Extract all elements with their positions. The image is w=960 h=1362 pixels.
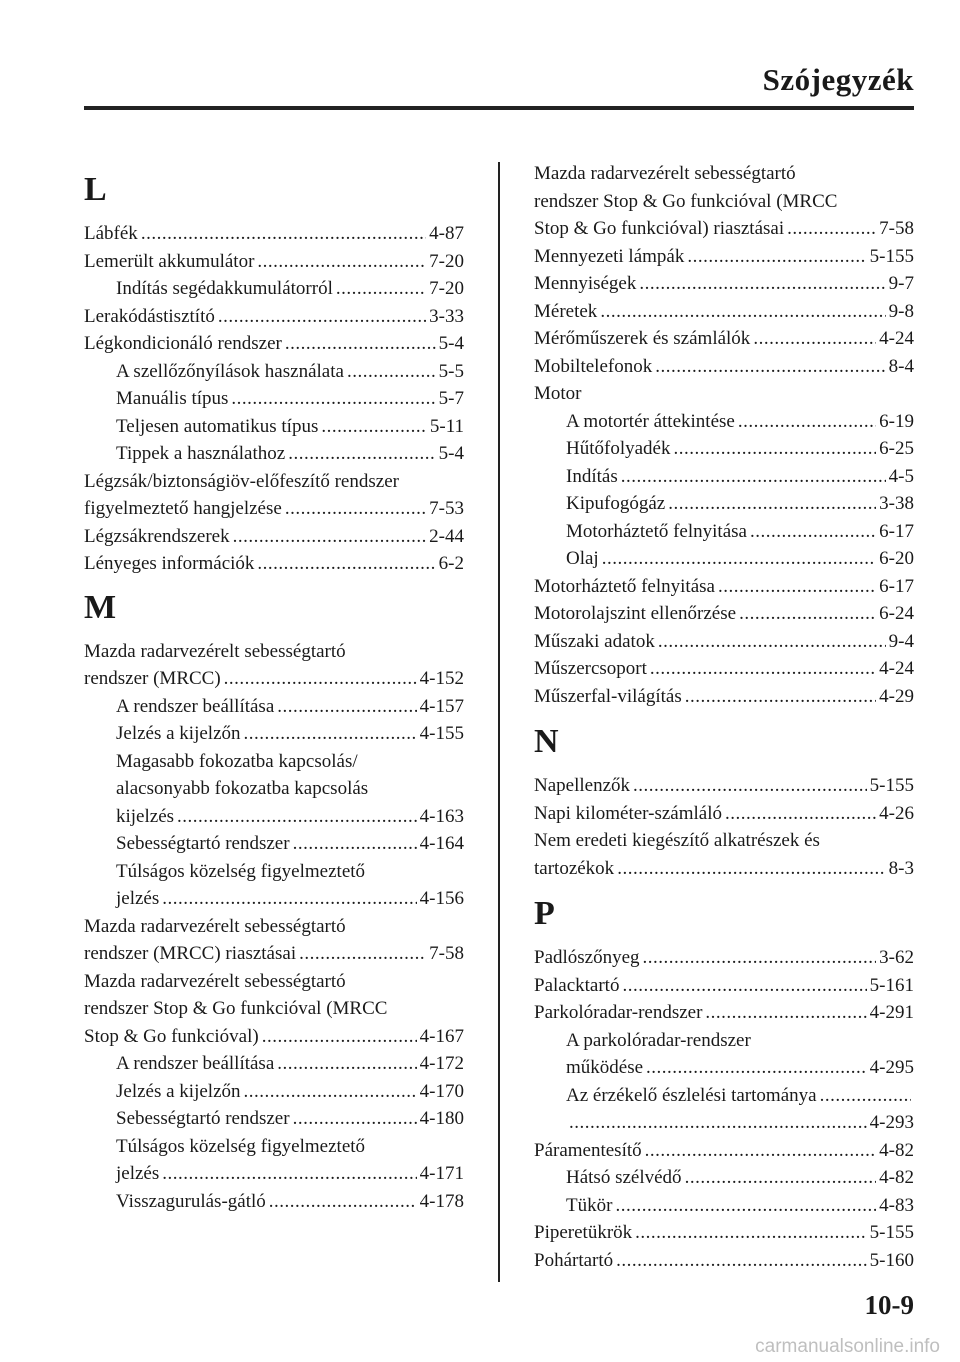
- entry-page: 4-170: [419, 1080, 464, 1102]
- entry-page: 5-11: [429, 415, 464, 437]
- dot-leader: [244, 720, 417, 748]
- entry-term: kijelzés: [116, 805, 175, 827]
- index-entry: [84, 1023, 464, 1051]
- dot-leader: [244, 1078, 417, 1106]
- entry-page: 8-3: [888, 857, 914, 879]
- index-entry: [534, 628, 914, 656]
- entry-page: 6-2: [438, 553, 464, 574]
- dot-leader: [141, 220, 426, 248]
- dot-leader: [787, 215, 876, 243]
- dot-leader: [336, 275, 426, 303]
- dot-leader: [321, 413, 427, 441]
- index-subentry: [84, 858, 464, 886]
- entry-term: Műszercsoport: [534, 658, 647, 679]
- dot-leader: [750, 518, 876, 546]
- index-subentry: [534, 463, 914, 491]
- entry-term: Lemerült akkumulátor: [84, 250, 255, 272]
- watermark: carmanualsonline.info: [755, 1336, 940, 1357]
- entry-term: Mazda radarvezérelt sebességtartó: [84, 915, 346, 937]
- entry-page: 4-291: [869, 1002, 914, 1023]
- dot-leader: [645, 1137, 877, 1165]
- entry-term: Sebességtartó rendszer: [116, 833, 290, 854]
- index-entry: [534, 944, 914, 972]
- entry-term: rendszer (MRCC) riasztásai: [84, 943, 297, 964]
- entry-page: 5-5: [438, 360, 464, 382]
- entry-page: 4-171: [419, 1163, 464, 1184]
- index-subentry: [84, 385, 464, 413]
- entry-page: 6-20: [879, 548, 914, 569]
- dot-leader: [293, 830, 417, 858]
- entry-page: 7-20: [429, 250, 464, 272]
- index-subentry: [84, 1050, 464, 1078]
- index-entry: [534, 683, 914, 711]
- entry-term: Parkolóradar-rendszer: [534, 1002, 703, 1023]
- dot-leader: [685, 1164, 877, 1192]
- entry-page: 5-155: [869, 245, 914, 267]
- dot-leader: [725, 800, 876, 828]
- entry-term: Manuális típus: [116, 388, 229, 409]
- dot-leader: [285, 495, 426, 523]
- index-subentry: [534, 518, 914, 546]
- entry-page: 4-152: [419, 668, 464, 689]
- entry-page: 4-82: [879, 1139, 914, 1161]
- dot-leader: [177, 803, 417, 831]
- entry-page: 4-29: [879, 685, 914, 707]
- entry-page: 4-167: [419, 1025, 464, 1047]
- entry-page: 3-38: [879, 493, 914, 514]
- section-letter: N: [534, 723, 559, 760]
- entry-page: 7-58: [879, 218, 914, 239]
- entry-term: Pohártartó: [534, 1249, 614, 1271]
- entry-term: A rendszer beállítása: [116, 695, 275, 717]
- dot-leader: [633, 772, 867, 800]
- index-entry: [534, 1137, 914, 1165]
- dot-leader: [705, 999, 866, 1027]
- entry-term: Mazda radarvezérelt sebességtartó: [84, 640, 346, 662]
- entry-term: Napellenzők: [534, 775, 631, 796]
- entry-page: 4-178: [419, 1190, 464, 1212]
- entry-term: Méretek: [534, 300, 598, 322]
- index-entry: [534, 298, 914, 326]
- entry-term: Mennyiségek: [534, 273, 637, 294]
- entry-term: Mazda radarvezérelt sebességtartó: [534, 163, 796, 184]
- index-entry: [534, 827, 914, 855]
- entry-term: Sebességtartó rendszer: [116, 1108, 290, 1129]
- entry-term: Műszaki adatok: [534, 630, 655, 652]
- entry-page: 4-156: [419, 888, 464, 909]
- index-entry: [534, 655, 914, 683]
- index-subentry: [84, 1078, 464, 1106]
- index-entry: [534, 188, 914, 216]
- index-entry: [84, 940, 464, 968]
- index-entry: [84, 220, 464, 248]
- entry-term: Mobiltelefonok: [534, 355, 653, 377]
- entry-term: jelzés: [116, 1163, 160, 1184]
- entry-page: 6-19: [879, 410, 914, 432]
- index-subentry: [84, 275, 464, 303]
- entry-page: 5-4: [438, 443, 464, 464]
- entry-term: Magasabb fokozatba kapcsolás/: [116, 750, 358, 772]
- entry-page: 7-53: [429, 498, 464, 519]
- dot-leader: [646, 1054, 867, 1082]
- entry-term: Hátsó szélvédő: [566, 1167, 682, 1188]
- entry-term: Indítás segédakkumulátorról: [116, 278, 333, 299]
- entry-term: Motorolajszint ellenőrzése: [534, 603, 737, 624]
- entry-term: működése: [566, 1057, 644, 1078]
- dot-leader: [224, 665, 417, 693]
- dot-leader: [299, 940, 426, 968]
- index-subentry: [534, 1082, 914, 1110]
- dot-leader: [277, 1050, 416, 1078]
- entry-term: A szellőzőnyílások használata: [116, 360, 344, 382]
- dot-leader: [602, 545, 876, 573]
- index-subentry: [84, 830, 464, 858]
- dot-leader: [288, 440, 435, 468]
- entry-term: Tippek a használathoz: [116, 443, 286, 464]
- entry-term: Túlságos közelség figyelmeztető: [116, 1135, 366, 1157]
- entry-term: Lerakódástisztító: [84, 305, 215, 327]
- entry-term: Jelzés a kijelzőn: [116, 1080, 241, 1102]
- entry-term: Páramentesítő: [534, 1139, 642, 1161]
- entry-page: 4-82: [879, 1167, 914, 1188]
- entry-page: 9-7: [888, 273, 914, 294]
- index-entry: [84, 523, 464, 551]
- index-entry: [534, 573, 914, 601]
- entry-page: 5-155: [869, 775, 914, 796]
- entry-term: Lábfék: [84, 223, 138, 244]
- entry-term: tartozékok: [534, 857, 615, 879]
- entry-page: 4-163: [419, 805, 464, 827]
- index-entry: [84, 495, 464, 523]
- index-entry: [534, 160, 914, 188]
- dot-leader: [347, 358, 436, 386]
- index-entry: [534, 1219, 914, 1247]
- entry-term: figyelmeztető hangjelzése: [84, 498, 282, 519]
- index-entry: [84, 968, 464, 996]
- index-entry: [534, 270, 914, 298]
- page-number: 10-9: [864, 1290, 914, 1320]
- entry-term: Stop & Go funkcióval) riasztásai: [534, 218, 785, 239]
- index-entry: [534, 353, 914, 381]
- index-subentry: [84, 1188, 464, 1216]
- dot-leader: [569, 1109, 867, 1137]
- index-subentry: [84, 1133, 464, 1161]
- index-entry: [534, 380, 914, 408]
- entry-term: Motorháztető felnyitása: [534, 575, 715, 597]
- entry-term: Lényeges információk: [84, 553, 255, 574]
- entry-term: Piperetükrök: [534, 1222, 633, 1243]
- index-subentry: [84, 358, 464, 386]
- entry-page: 5-160: [869, 1249, 914, 1271]
- dot-leader: [639, 270, 885, 298]
- entry-page: 7-58: [429, 943, 464, 964]
- entry-page: 4-5: [888, 465, 914, 487]
- entry-term: A parkolóradar-rendszer: [566, 1029, 751, 1051]
- index-subentry: [534, 490, 914, 518]
- header-rule: [84, 106, 914, 110]
- dot-leader: [162, 1160, 416, 1188]
- dot-leader: [600, 298, 885, 326]
- index-entry: [84, 550, 464, 578]
- entry-term: Tükör: [566, 1194, 613, 1216]
- entry-term: A rendszer beállítása: [116, 1053, 275, 1074]
- entry-term: jelzés: [116, 888, 160, 909]
- entry-page: 5-161: [869, 974, 914, 996]
- index-subentry: [534, 1054, 914, 1082]
- entry-term: Motor: [534, 383, 582, 404]
- entry-term: Visszagurulás-gátló: [116, 1190, 266, 1212]
- entry-term: Olaj: [566, 548, 599, 569]
- index-entry: [534, 215, 914, 243]
- dot-leader: [753, 325, 876, 353]
- dot-leader: [621, 463, 886, 491]
- dot-leader: [635, 1219, 867, 1247]
- entry-page: 6-25: [879, 438, 914, 459]
- dot-leader: [655, 353, 885, 381]
- index-subentry: [534, 1164, 914, 1192]
- entry-term: Légzsák/biztonságiöv-előfeszítő rendszer: [84, 470, 399, 492]
- index-entry: [534, 999, 914, 1027]
- dot-leader: [643, 944, 877, 972]
- index-subentry: [84, 1105, 464, 1133]
- entry-page: 6-17: [879, 520, 914, 542]
- entry-term: A motortér áttekintése: [566, 410, 735, 432]
- index-subentry: [84, 440, 464, 468]
- entry-page: 4-24: [879, 328, 914, 349]
- entry-page: 4-295: [869, 1057, 914, 1078]
- index-subentry: [534, 1027, 914, 1055]
- entry-page: 5-4: [438, 333, 464, 354]
- index-subentry: [534, 435, 914, 463]
- entry-term: Hűtőfolyadék: [566, 438, 671, 459]
- dot-leader: [218, 303, 426, 331]
- entry-page: 5-155: [869, 1222, 914, 1243]
- index-entry: [534, 325, 914, 353]
- entry-page: 4-157: [419, 695, 464, 717]
- index-subentry: [534, 545, 914, 573]
- entry-page: 3-33: [429, 305, 464, 327]
- index-subentry: [534, 1192, 914, 1220]
- entry-page: 7-20: [429, 278, 464, 299]
- dot-leader: [262, 1023, 417, 1051]
- entry-term: Mazda radarvezérelt sebességtartó: [84, 970, 346, 992]
- dot-leader: [285, 330, 436, 358]
- entry-page: 4-83: [879, 1194, 914, 1216]
- entry-page: 9-8: [888, 300, 914, 322]
- dot-leader: [738, 408, 876, 436]
- index-subentry: [84, 748, 464, 776]
- index-entry: [84, 665, 464, 693]
- index-entry: [534, 855, 914, 883]
- entry-term: rendszer Stop & Go funkcióval (MRCC: [84, 998, 388, 1019]
- entry-page: 4-87: [429, 223, 464, 244]
- entry-term: Teljesen automatikus típus: [116, 415, 319, 437]
- entry-term: Indítás: [566, 465, 618, 487]
- dot-leader: [257, 248, 426, 276]
- index-column-right: [534, 160, 914, 1274]
- entry-page: 4-26: [879, 802, 914, 824]
- index-subentry: [534, 408, 914, 436]
- index-entry: [84, 330, 464, 358]
- index-entry: [84, 303, 464, 331]
- index-column-left: [84, 160, 464, 1215]
- entry-term: Túlságos közelség figyelmeztető: [116, 860, 366, 882]
- index-subentry: [84, 1160, 464, 1188]
- entry-term: Napi kilométer-számláló: [534, 802, 722, 824]
- dot-leader: [622, 972, 866, 1000]
- dot-leader: [718, 573, 876, 601]
- entry-term: Padlószőnyeg: [534, 947, 640, 968]
- dot-leader: [650, 655, 876, 683]
- dot-leader: [162, 885, 416, 913]
- entry-term: Légkondicionáló rendszer: [84, 333, 282, 354]
- entry-term: Nem eredeti kiegészítő alkatrészek és: [534, 830, 820, 851]
- dot-leader: [739, 600, 876, 628]
- dot-leader: [617, 855, 885, 883]
- index-entry: [534, 600, 914, 628]
- index-entry: [84, 468, 464, 496]
- index-subentry: [84, 885, 464, 913]
- entry-page: 2-44: [429, 525, 464, 547]
- index-subentry: [84, 803, 464, 831]
- index-subentry: [534, 1109, 914, 1137]
- entry-term: Jelzés a kijelzőn: [116, 723, 241, 744]
- entry-page: 4-172: [419, 1053, 464, 1074]
- index-entry: [84, 995, 464, 1023]
- dot-leader: [293, 1105, 417, 1133]
- dot-leader: [687, 243, 866, 271]
- dot-leader: [820, 1082, 911, 1110]
- entry-term: Műszerfal-világítás: [534, 685, 682, 707]
- entry-page: 4-24: [879, 658, 914, 679]
- index-entry: [84, 638, 464, 666]
- entry-term: Kipufogógáz: [566, 493, 666, 514]
- entry-page: 4-164: [419, 833, 464, 854]
- section-letter: M: [84, 588, 117, 626]
- entry-page: 3-62: [879, 947, 914, 968]
- index-entry: [84, 248, 464, 276]
- dot-leader: [616, 1247, 867, 1275]
- entry-term: Motorháztető felnyitása: [566, 520, 747, 542]
- dot-leader: [615, 1192, 876, 1220]
- section-letter: L: [84, 171, 107, 208]
- index-entry: [534, 772, 914, 800]
- index-entry: [84, 913, 464, 941]
- entry-term: Mennyezeti lámpák: [534, 245, 685, 267]
- entry-term: Palacktartó: [534, 974, 620, 996]
- index-subentry: [84, 775, 464, 803]
- index-entry: [534, 800, 914, 828]
- entry-term: Stop & Go funkcióval): [84, 1025, 259, 1047]
- entry-page: 4-180: [419, 1108, 464, 1129]
- index-entry: [534, 1247, 914, 1275]
- entry-term: rendszer Stop & Go funkcióval (MRCC: [534, 190, 838, 212]
- entry-term: Mérőműszerek és számlálók: [534, 328, 751, 349]
- index-subentry: [84, 693, 464, 721]
- dot-leader: [233, 523, 427, 551]
- entry-page: 6-24: [879, 603, 914, 624]
- dot-leader: [658, 628, 886, 656]
- index-entry: [534, 243, 914, 271]
- index-subentry: [84, 413, 464, 441]
- entry-page: 4-155: [419, 723, 464, 744]
- index-subentry: [84, 720, 464, 748]
- entry-page: 4-293: [869, 1112, 914, 1133]
- dot-leader: [231, 385, 435, 413]
- entry-page: 6-17: [879, 575, 914, 597]
- entry-term: alacsonyabb fokozatba kapcsolás: [116, 778, 369, 799]
- entry-page: 9-4: [888, 630, 914, 652]
- entry-page: 5-7: [438, 388, 464, 409]
- column-divider: [498, 162, 500, 1282]
- dot-leader: [668, 490, 876, 518]
- index-entry: [534, 972, 914, 1000]
- entry-term: rendszer (MRCC): [84, 668, 221, 689]
- page-title: Szójegyzék: [762, 62, 914, 97]
- dot-leader: [673, 435, 876, 463]
- entry-term: Az érzékelő észlelési tartománya: [566, 1084, 817, 1106]
- dot-leader: [685, 683, 876, 711]
- dot-leader: [257, 550, 435, 578]
- entry-page: 8-4: [888, 355, 914, 377]
- dot-leader: [269, 1188, 417, 1216]
- dot-leader: [277, 693, 416, 721]
- entry-term: Légzsákrendszerek: [84, 525, 230, 547]
- section-letter: P: [534, 895, 555, 932]
